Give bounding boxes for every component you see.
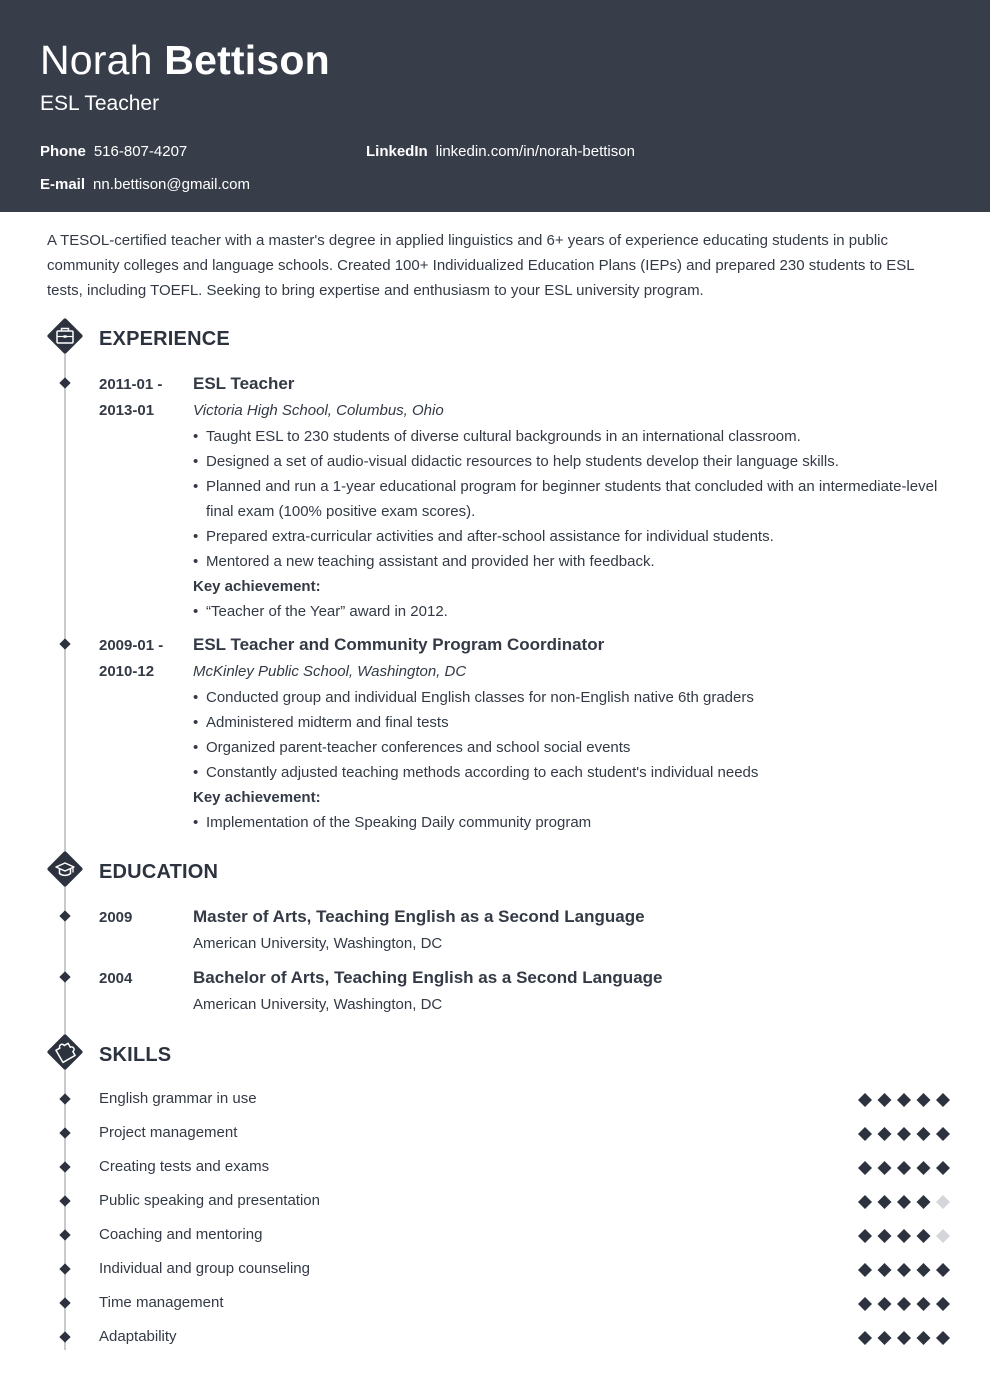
rating-diamond-filled: [917, 1297, 931, 1311]
timeline-dot: [58, 1330, 72, 1344]
experience-heading: EXPERIENCE: [99, 328, 230, 350]
rating-diamond-filled: [858, 1229, 872, 1243]
first-name: Norah: [40, 37, 153, 83]
phone-label: Phone: [40, 143, 86, 160]
job-1-dates: [99, 372, 184, 424]
skill-name: Coaching and mentoring: [99, 1226, 263, 1243]
rating-diamond-filled: [858, 1161, 872, 1175]
rating-diamond-filled: [858, 1093, 872, 1107]
rating-diamond-filled: [878, 1127, 892, 1141]
timeline-dot: [58, 1262, 72, 1276]
education-2-school: American University, Washington, DC: [193, 996, 443, 1013]
rating-diamond-filled: [917, 1161, 931, 1175]
rating-diamond-filled: [917, 1263, 931, 1277]
contact-email: [40, 176, 250, 194]
key-achievement-item: • “Teacher of the Year” award in 2012.: [193, 599, 943, 624]
rating-diamond-filled: [917, 1195, 931, 1209]
rating-diamond-empty: [936, 1229, 950, 1243]
rating-diamond-filled: [917, 1127, 931, 1141]
rating-diamond-filled: [936, 1161, 950, 1175]
job-2-employer: McKinley Public School, Washington, DC: [193, 663, 467, 680]
candidate-name: [40, 36, 330, 84]
profile-summary: A TESOL-certified teacher with a master's degree in applied linguistics and 6+ years of experience educating students in public community colleges and language schools. Created 100+ Individualized Education Plans (IEPs) and prepared 230 students to ESL tests, including TOEFL. Seeking to bring expertise and enthusiasm to your ESL university program.: [47, 232, 915, 299]
list-item: • Constantly adjusted teaching methods according to each student's individual needs: [193, 760, 943, 785]
skill-rating: [857, 1160, 952, 1176]
job-title: ESL Teacher: [40, 92, 160, 115]
phone-value: 516-807-4207: [93, 143, 188, 160]
email-label: E-mail: [40, 176, 86, 193]
list-item: • Mentored a new teaching assistant and provided her with feedback.: [193, 549, 943, 574]
contact-phone: [40, 143, 187, 161]
briefcase-icon: [44, 315, 86, 357]
education-heading: EDUCATION: [99, 861, 219, 883]
list-item: • Planned and run a 1-year educational program for beginner students that concluded with an intermediate-level final exam (100% positive exam scores).: [193, 474, 943, 524]
skill-rating: [857, 1194, 952, 1210]
timeline-dot: [58, 1194, 72, 1208]
skill-name: Project management: [99, 1124, 238, 1141]
rating-diamond-filled: [897, 1127, 911, 1141]
skill-rating: [857, 1092, 952, 1108]
linkedin-link[interactable]: linkedin.com/in/norah-bettison: [435, 143, 635, 160]
rating-diamond-filled: [878, 1093, 892, 1107]
timeline-dot: [58, 1126, 72, 1140]
linkedin-label: LinkedIn: [366, 143, 428, 160]
job-2-bullets: [193, 685, 943, 835]
timeline-dot: [58, 909, 72, 923]
key-achievement-label: Key achievement:: [193, 578, 321, 595]
rating-diamond-filled: [936, 1127, 950, 1141]
timeline-dot: [58, 637, 72, 651]
rating-diamond-filled: [878, 1297, 892, 1311]
education-1-year: 2009: [99, 909, 133, 926]
skills-heading: SKILLS: [99, 1044, 172, 1066]
skill-name: Individual and group counseling: [99, 1260, 310, 1277]
puzzle-piece-icon: [44, 1031, 86, 1073]
rating-diamond-filled: [858, 1127, 872, 1141]
list-item: • Organized parent-teacher conferences and school social events: [193, 735, 943, 760]
last-name: Bettison: [164, 37, 330, 83]
list-item: • Conducted group and individual English classes for non-English native 6th graders: [193, 685, 943, 710]
job-1-title: ESL Teacher: [193, 374, 295, 393]
timeline-dot: [58, 1160, 72, 1174]
job-2-dates: [99, 633, 184, 685]
timeline-dot: [58, 376, 72, 390]
rating-diamond-filled: [878, 1229, 892, 1243]
rating-diamond-filled: [897, 1093, 911, 1107]
job-1-employer: Victoria High School, Columbus, Ohio: [193, 402, 444, 419]
rating-diamond-filled: [897, 1297, 911, 1311]
rating-diamond-filled: [936, 1331, 950, 1345]
list-item: • Taught ESL to 230 students of diverse cultural backgrounds in an international classroom.: [193, 424, 943, 449]
rating-diamond-filled: [936, 1263, 950, 1277]
skill-name: Creating tests and exams: [99, 1158, 270, 1175]
list-item: • Administered midterm and final tests: [193, 710, 943, 735]
rating-diamond-filled: [858, 1331, 872, 1345]
rating-diamond-filled: [897, 1331, 911, 1345]
skill-name: Public speaking and presentation: [99, 1192, 320, 1209]
rating-diamond-filled: [897, 1161, 911, 1175]
rating-diamond-empty: [936, 1195, 950, 1209]
rating-diamond-filled: [936, 1093, 950, 1107]
rating-diamond-filled: [878, 1263, 892, 1277]
skill-rating: [857, 1296, 952, 1312]
rating-diamond-filled: [858, 1263, 872, 1277]
education-1-school: American University, Washington, DC: [193, 935, 443, 952]
job-1-bullets: [193, 424, 943, 624]
rating-diamond-filled: [858, 1297, 872, 1311]
key-achievement-label: Key achievement:: [193, 789, 321, 806]
rating-diamond-filled: [858, 1195, 872, 1209]
rating-diamond-filled: [936, 1297, 950, 1311]
key-achievement-item: • Implementation of the Speaking Daily community program: [193, 810, 943, 835]
job-2-date-end: 2010-12: [99, 663, 155, 680]
job-2-date-start: 2009-01 -: [99, 637, 164, 654]
email-link[interactable]: nn.bettison@gmail.com: [93, 176, 250, 193]
rating-diamond-filled: [917, 1093, 931, 1107]
education-2-year: 2004: [99, 970, 133, 987]
skill-name: Time management: [99, 1294, 224, 1311]
contact-linkedin: [366, 143, 635, 161]
timeline-dot: [58, 1092, 72, 1106]
rating-diamond-filled: [897, 1263, 911, 1277]
skill-rating: [857, 1262, 952, 1278]
job-2-title: ESL Teacher and Community Program Coordinator: [193, 635, 605, 654]
rating-diamond-filled: [917, 1229, 931, 1243]
skill-rating: [857, 1126, 952, 1142]
resume-header: [0, 0, 990, 212]
skill-name: Adaptability: [99, 1328, 177, 1345]
skill-name: English grammar in use: [99, 1090, 257, 1107]
job-1-date-end: 2013-01: [99, 402, 155, 419]
job-1-date-start: 2011-01 -: [99, 376, 163, 393]
timeline-dot: [58, 970, 72, 984]
rating-diamond-filled: [878, 1195, 892, 1209]
education-1-degree: Master of Arts, Teaching English as a Second Language: [193, 907, 645, 926]
timeline-dot: [58, 1228, 72, 1242]
skill-rating: [857, 1228, 952, 1244]
list-item: • Prepared extra-curricular activities and after-school assistance for individual students.: [193, 524, 943, 549]
rating-diamond-filled: [878, 1331, 892, 1345]
rating-diamond-filled: [878, 1161, 892, 1175]
rating-diamond-filled: [917, 1331, 931, 1345]
education-2-degree: Bachelor of Arts, Teaching English as a Second Language: [193, 968, 663, 987]
rating-diamond-filled: [897, 1229, 911, 1243]
timeline-dot: [58, 1296, 72, 1310]
rating-diamond-filled: [897, 1195, 911, 1209]
list-item: • Designed a set of audio-visual didactic resources to help students develop their language skills.: [193, 449, 943, 474]
skill-rating: [857, 1330, 952, 1346]
graduation-cap-icon: [44, 848, 86, 890]
